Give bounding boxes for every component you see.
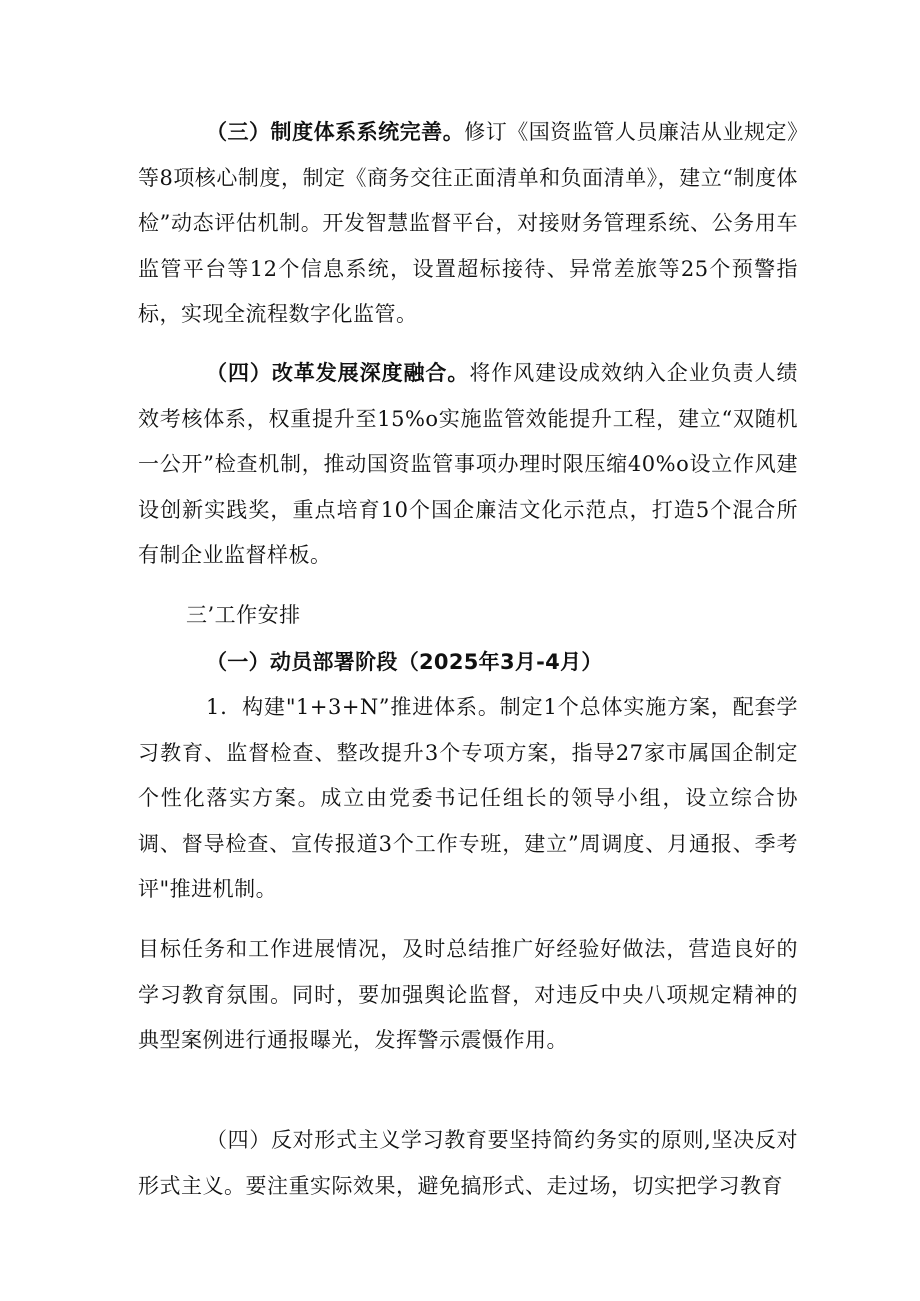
paragraph-section-four-b: （四）反对形式主义学习教育要坚持简约务实的原则,坚决反对形式主义。要注重实际效果，避免搞形式、走过场，切实把学习教育: [138, 1128, 798, 1198]
heading-work-arrangement: 三’工作安排: [186, 603, 301, 627]
section-three-lead: （三）制度体系系统完善。: [206, 120, 465, 144]
subheading-mobilization-stage: （一）动员部署阶段（2025年3月-4月）: [206, 650, 603, 674]
paragraph-fragment: 目标任务和工作进展情况，及时总结推广好经验好做法，营造良好的学习教育氛围。同时，要加强舆论监督，对违反中央八项规定精神的典型案例进行通报曝光，发挥警示震慑作用。: [138, 937, 798, 1052]
section-three-body: 修订《国资监管人员廉洁从业规定》等8项核心制度，制定《商务交往正面清单和负面清单》，建立“制度体检”动态评估机制。开发智慧监督平台，对接财务管理系统、公务用车监管平台等12个信息系统，设置超标接待、异常差旅等25个预警指标，实现全流程数字化监管。: [138, 120, 799, 326]
paragraph-section-three: [138, 110, 798, 338]
section-four-lead: （四）改革发展深度融合。: [206, 361, 470, 385]
paragraph-item-one: 1．构建"1+3+N”推进体系。制定1个总体实施方案，配套学习教育、监督检查、整改提升3个专项方案，指导27家市属国企制定个性化落实方案。成立由党委书记任组长的领导小组，设立综合协调、督导检查、宣传报道3个工作专班，建立”周调度、月通报、季考评"推进机制。: [138, 695, 798, 901]
section-four-body: 将作风建设成效纳入企业负责人绩效考核体系，权重提升至15%o实施监管效能提升工程，建立“双随机一公开”检查机制，推动国资监管事项办理时限压缩40%o设立作风建设创新实践奖，重点培育10个国企廉洁文化示范点，打造5个混合所有制企业监督样板。: [138, 361, 799, 567]
paragraph-section-four: [138, 351, 798, 579]
